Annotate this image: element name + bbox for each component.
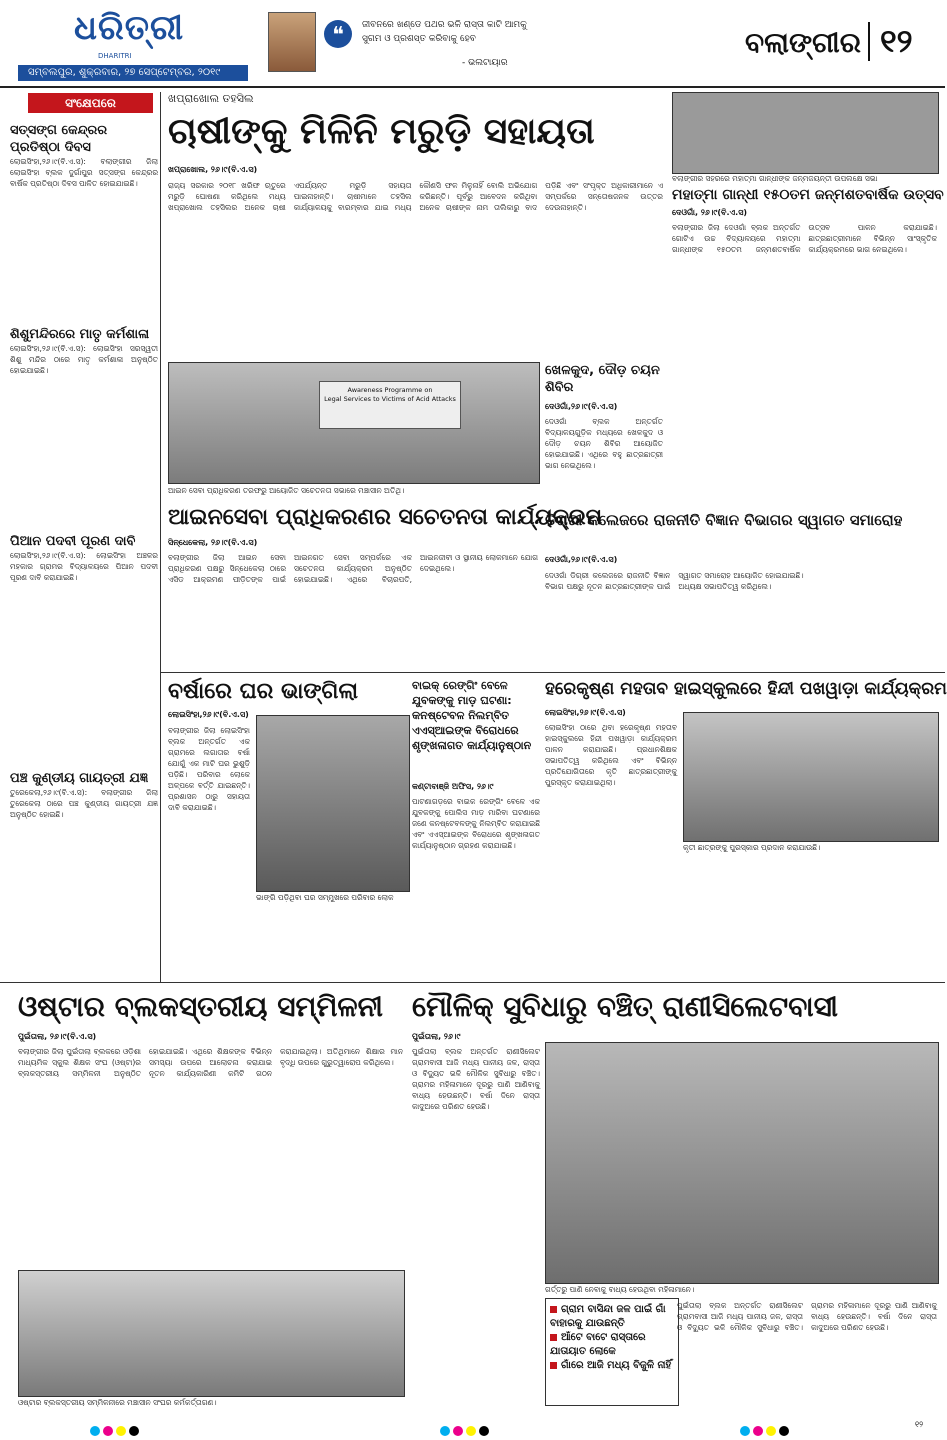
gandhi-photo-caption: ବଲାଙ୍ଗୀର ସହରରେ ମହାତ୍ମା ଗାନ୍ଧୀଙ୍କ ଜନ୍ମଜୟନ୍ତୀ ଉପଲକ୍ଷେ ସଭା [672, 174, 878, 183]
bike-dateline: କଣ୍ଟାବାଞ୍ଜି ଅଫିସ, ୨୬।୯ [412, 782, 494, 791]
legal-photo-caption: ଆଇନ ସେବା ପ୍ରାଧିକରଣ ତରଫରୁ ଆୟୋଜିତ ସଚେତନତା ସଭାରେ ମଞ୍ଚାସୀନ ଅତିଥି। [168, 486, 405, 495]
logo: ଧରିତ୍ରୀ [74, 8, 185, 48]
block-meet-body: ବଲାଙ୍ଗୀର ଜିଲା ପୁଇଁତାଲା ବ୍ଲକରେ ଓଡ଼ିଶା ମାଧ୍ୟମିକ ସ୍କୁଲ ଶିକ୍ଷକ ସଂଘ (ଓଷ୍ଟା)ର ବ୍ଲକସ୍ତରୀୟ ସମ୍ମିଳନୀ ଅନୁଷ୍ଠିତ ହୋଇଯାଇଛି। ଏଥିରେ ଶିକ୍ଷକଙ୍କ ବିଭିନ୍ନ ସମସ୍ୟା ଉପରେ ଆଲୋଚନା କରାଯାଇ ନୂତନ କାର୍ଯ୍ୟକାରିଣୀ କମିଟି ଗଠନ କରାଯାଇଥିଲା। ଅତିଥିମାନେ ଶିକ୍ଷାର ମାନ ବୃଦ୍ଧି ଉପରେ ଗୁରୁତ୍ୱାରୋପ କରିଥିଲେ। [18, 1047, 403, 1078]
black-mark [779, 1426, 789, 1436]
bike-body: ପାଟଣାଗଡ଼ରେ ବାଇକ ରେଙ୍ଗିଂ ବେଳେ ଏକ ଯୁବକଙ୍କୁ ପୋଲିସ ମାଡ଼ ମାରିବା ଘଟଣାରେ ଜଣେ କନଷ୍ଟେବଳଙ୍କୁ ନିଲମ୍ବିତ କରାଯାଇଛି ଏବଂ ଏଏସ୍‌ଆଇଙ୍କ ବିରୋଧରେ ଶୃଙ୍ଖଳାଗତ କାର୍ଯ୍ୟାନୁଷ୍ଠାନ ଗ୍ରହଣ କରାଯାଇଛି। [412, 797, 540, 850]
quote-line-1: ଜୀବନରେ ଖଣ୍ଡେ ପଥର ଭଳି ରାସ୍ତା କାଟି ଆମକୁ [362, 20, 527, 30]
black-mark [479, 1426, 489, 1436]
quote-text [362, 18, 582, 46]
hindi-dateline: ଲୋଇସିଂହା,୨୬।୯(ବି.ଏ.ସ) [545, 708, 626, 717]
author-portrait [268, 12, 316, 72]
bullet-icon [550, 1362, 557, 1369]
yellow-mark [766, 1426, 776, 1436]
college-body: ଦେଓଗାଁ ଡିଗ୍ରୀ କଲେଜରେ ରାଜନୀତି ବିଜ୍ଞାନ ବିଭାଗ ପକ୍ଷରୁ ନୂତନ ଛାତ୍ରଛାତ୍ରୀଙ୍କ ପାଇଁ ସ୍ୱାଗତ ସମାରୋହ ଆୟୋଜିତ ହୋଇଯାଇଛି। ଅଧ୍ୟକ୍ଷ ସଭାପତିତ୍ୱ କରିଥିଲେ। [545, 571, 804, 591]
gandhi-dateline: ଦେଓଗାଁ, ୨୬।୯(ବି.ଏ.ସ) [672, 208, 748, 217]
hindi-event-photo [683, 712, 939, 842]
water-body: ପୁଇଁତାଲା ବ୍ଲକ ଅନ୍ତର୍ଗତ ରାଣୀସିଲେଟ ଗ୍ରାମବାସୀ ଆଜି ମଧ୍ୟ ପାନୀୟ ଜଳ, ରାସ୍ତା ଓ ବିଦ୍ୟୁତ ଭଳି ମୌଳିକ ସୁବିଧାରୁ ବଞ୍ଚିତ। ଗ୍ରାମର ମହିଳାମାନେ ଦୂରରୁ ପାଣି ଆଣିବାକୁ ବାଧ୍ୟ ହେଉଛନ୍ତି। ବର୍ଷା ଦିନେ ରାସ୍ତା କାଦୁଅରେ ପରିଣତ ହେଉଛି। [412, 1047, 540, 1111]
dateline: ସମ୍ବଲପୁର, ଶୁକ୍ରବାର, ୨୭ ସେପ୍ଟେମ୍ବର, ୨୦୧୯ [18, 65, 248, 81]
gandhi-headline: ମହାତ୍ମା ଗାନ୍ଧୀ ୧୫୦ତମ ଜନ୍ମଶତବାର୍ଷିକ ଉତ୍ସବ [672, 187, 944, 203]
magenta-mark [453, 1426, 463, 1436]
magenta-mark [753, 1426, 763, 1436]
gandhi-body: ବଲାଙ୍ଗୀର ଜିଲା ଦେଓଗାଁ ବ୍ଲକ ଅନ୍ତର୍ଗତ ଗୋଟିଏ ଉଚ୍ଚ ବିଦ୍ୟାଳୟରେ ମହାତ୍ମା ଗାନ୍ଧୀଙ୍କ ୧୫୦ତମ ଜନ୍ମଶତବାର୍ଷିକ ଉତ୍ସବ ପାଳନ କରାଯାଇଛି। ଛାତ୍ରଛାତ୍ରୀମାନେ ବିଭିନ୍ନ ସାଂସ୍କୃତିକ କାର୍ଯ୍ୟକ୍ରମରେ ଭାଗ ନେଇଥିଲେ। [672, 223, 937, 254]
legal-banner-line-2: Legal Services to Victims of Acid Attacks [324, 395, 456, 403]
quote-author: - ଭଲଟାୟାର [462, 58, 508, 68]
registration-marks-right [740, 1421, 792, 1440]
hindi-photo-caption: କୃତୀ ଛାତ୍ରଙ୍କୁ ପୁରସ୍କାର ପ୍ରଦାନ କରାଯାଉଛି। [683, 843, 821, 852]
legal-banner-line-1: Awareness Programme on [347, 386, 433, 394]
water-box-text-1: ଗ୍ରାମ ବାସିନ୍ଦା ଜଳ ପାଇଁ ଗାଁ ବାହାରକୁ ଯାଉଛନ୍ତି [550, 1304, 666, 1329]
column-divider [160, 92, 161, 982]
registration-marks-center [440, 1421, 492, 1440]
row-divider-lower [0, 982, 945, 983]
brief-3-headline: ପିଆନ ପଦବୀ ପୂରଣ ଦାବି [10, 534, 136, 549]
brief-4-headline: ପଞ୍ଚ କୁଣ୍ଡୀୟ ଗାୟତ୍ରୀ ଯଜ୍ଞ [10, 771, 149, 786]
rain-photo-caption: ଭାଙ୍ଗି ପଡ଼ିଥିବା ଘର ସମ୍ମୁଖରେ ପରିବାର ଲୋକ [256, 893, 394, 902]
sports-headline: ଖେଳକୁଦ, ଦୌଡ଼ ଚୟନ ଶିବିର [545, 363, 660, 395]
block-meet-headline: ଓଷ୍ଟାର ବ୍ଲକସ୍ତରୀୟ ସମ୍ମିଳନୀ [18, 990, 384, 1023]
water-box-text-2: ଆଁଟେ ବାଟେ ରାସ୍ତାରେ ଯାତାୟାତ ଲୋକେ [550, 1332, 646, 1357]
legal-body: ବଲାଙ୍ଗୀର ଜିଲା ଆଇନ ସେବା ପ୍ରାଧିକରଣ ପକ୍ଷରୁ ସିନ୍ଧେକେଲା ଠାରେ ଏସିଡ ଆକ୍ରମଣ ପୀଡ଼ିତଙ୍କ ପାଇଁ ଆଇନଗତ ସେବା ସମ୍ପର୍କରେ ଏକ ସଚେତନତା କାର୍ଯ୍ୟକ୍ରମ ଅନୁଷ୍ଠିତ ହୋଇଯାଇଛି। ଏଥିରେ ବିଚାରପତି, ଆଇନଜୀବୀ ଓ ସ୍ଥାନୀୟ ଲୋକମାନେ ଯୋଗ ଦେଇଥିଲେ। [168, 553, 538, 584]
water-dateline: ପୁଇଁତାଲା, ୨୬।୯ [412, 1032, 461, 1041]
briefs-label: ସଂକ୍ଷେପରେ [28, 93, 153, 113]
block-meet-dateline: ପୁଇଁତାଲା, ୨୬।୯(ବି.ଏ.ସ) [18, 1032, 97, 1041]
brief-2-headline: ଶିଶୁମନ୍ଦିରରେ ମାତୃ କର୍ମଶାଳା [10, 327, 150, 342]
rain-body: ବଲାଙ୍ଗୀର ଜିଲା ଲୋଇସିଂହା ବ୍ଲକ ଅନ୍ତର୍ଗତ ଏକ ଗ୍ରାମରେ ଲଗାତାର ବର୍ଷା ଯୋଗୁଁ ଏକ ମାଟି ଘର ଭୁଶୁଡ଼ି ପଡ଼ିଛି। ପରିବାର ଲୋକେ ଅଳ୍ପକେ ବର୍ତ୍ତି ଯାଇଛନ୍ତି। ପ୍ରଶାସନ ଠାରୁ ସହାୟତା ଦାବି କରାଯାଇଛି। [168, 726, 250, 812]
rain-headline: ବର୍ଷାରେ ଘର ଭାଙ୍ଗିଲା [168, 679, 358, 704]
brief-3-body: ଲୋଇସିଂହା,୨୬।୯(ବି.ଏ.ସ): ଲୋଇସିଂହା ଅଞ୍ଚଳର ମହକାର ଗ୍ରାମର ବିଦ୍ୟାଳୟରେ ପିଆନ ପଦବୀ ପୂରଣ ଦାବି କରାଯାଇଛି। [10, 551, 158, 582]
lead-headline: ଚାଷୀଙ୍କୁ ମିଳିନି ମରୁଡ଼ି ସହାୟତା [168, 111, 595, 152]
legal-event-photo [168, 362, 540, 484]
water-photo [545, 1042, 939, 1284]
water-headline: ମୌଳିକ୍‌ ସୁବିଧାରୁ ବଞ୍ଚିତ୍‌ ରାଣୀସିଲେଟବାସୀ [412, 990, 839, 1023]
sports-dateline: ଦେଓଗାଁ,୨୬।୯(ବି.ଏ.ସ) [545, 402, 618, 411]
cyan-mark [740, 1426, 750, 1436]
block-meet-caption: ଓଷ୍ଟାର ବ୍ଲକସ୍ତରୀୟ ସମ୍ମିଳନୀରେ ମଞ୍ଚାସୀନ ସଂଘର କର୍ମକର୍ତ୍ତାଗଣ। [18, 1398, 217, 1407]
water-info-box [545, 1298, 679, 1406]
water-body-cont: ପୁଇଁତାଲା ବ୍ଲକ ଅନ୍ତର୍ଗତ ରାଣୀସିଲେଟ ଗ୍ରାମବାସୀ ଆଜି ମଧ୍ୟ ପାନୀୟ ଜଳ, ରାସ୍ତା ଓ ବିଦ୍ୟୁତ ଭଳି ମୌଳିକ ସୁବିଧାରୁ ବଞ୍ଚିତ। ଗ୍ରାମର ମହିଳାମାନେ ଦୂରରୁ ପାଣି ଆଣିବାକୁ ବାଧ୍ୟ ହେଉଛନ୍ତି। ବର୍ଷା ଦିନେ ରାସ୍ତା କାଦୁଅରେ ପରିଣତ ହେଉଛି। [677, 1301, 937, 1332]
bullet-icon [550, 1334, 557, 1341]
rain-dateline: ଲୋଇସିଂହା,୨୬।୯(ବି.ଏ.ସ) [168, 710, 249, 719]
water-box-item-2 [550, 1331, 674, 1359]
lead-body: ରାଜ୍ୟ ସରକାର ୨୦୧୮ ଖରିଫ ଋତୁରେ ମରୁଡ଼ି ଘୋଷଣା କରିଥିଲେ ମଧ୍ୟ ଖପ୍ରାଖୋଲ ତହସିଲର ଅନେକ ଚାଷୀ ଏପର୍ଯ୍ୟନ୍ତ ମରୁଡ଼ି ସହାୟତା ପାଇନାହାନ୍ତି। ଚାଷୀମାନେ ତହସିଲ କାର୍ଯ୍ୟାଳୟକୁ ବାରମ୍ବାର ଯାଇ ମଧ୍ୟ କୌଣସି ଫଳ ମିଳୁନାହିଁ ବୋଲି ଅଭିଯୋଗ କରିଛନ୍ତି। ପୂର୍ବରୁ ଆବେଦନ କରିଥିବା ଅନେକ ଚାଷୀଙ୍କ ନାମ ତାଲିକାରୁ ବାଦ ପଡ଼ିଛି ଏବଂ ସଂପୃକ୍ତ ଅଧିକାରୀମାନେ ଏ ସମ୍ପର୍କରେ ସନ୍ତୋଷଜନକ ଉତ୍ତର ଦେଉନାହାନ୍ତି। [168, 181, 663, 212]
yellow-mark [466, 1426, 476, 1436]
hindi-headline: ହରେକୃଷ୍ଣ ମହତାବ ହାଇସ୍କୁଲରେ ହିନ୍ଦୀ ପଖୱାଡ଼ା କାର୍ଯ୍ୟକ୍ରମ [545, 679, 947, 699]
gandhi-event-photo [672, 92, 939, 174]
brief-2-body: ଲୋଇସିଂହା,୨୬।୯(ବି.ଏ.ସ): ଲୋଇସିଂହା ସରସ୍ୱତୀ ଶିଶୁ ମନ୍ଦିର ଠାରେ ମାତୃ କର୍ମଶାଳା ଅନୁଷ୍ଠିତ ହୋଇଯାଇଛି। [10, 344, 158, 375]
row-divider [160, 672, 945, 673]
lead-kicker: ଖପ୍ରାଖୋଲ ତହସିଲ [168, 92, 254, 105]
quote-line-2: ସୁଗମ ଓ ପ୍ରଶସ୍ତ କରିବାକୁ ହେବ [362, 34, 476, 44]
cyan-mark [440, 1426, 450, 1436]
logo-subtitle: DHARITRI [98, 52, 132, 60]
bike-headline: ବାଇକ୍‌ ରେଙ୍ଗିଂ ବେଳେ ଯୁବକଙ୍କୁ ମାଡ଼ ଘଟଣା: କନଷ୍ଟେବଳ ନିଲମ୍ବିତ ଏଏସ୍‌ଆଇଙ୍କ ବିରୋଧରେ ଶୃଙ୍ଖଳାଗତ କାର୍ଯ୍ୟାନୁଷ୍ଠାନ [412, 679, 532, 752]
yellow-mark [116, 1426, 126, 1436]
brief-4-body: ତୁରେକେଲା,୨୬।୯(ବି.ଏ.ସ): ବଲାଙ୍ଗୀର ଜିଲା ତୁରେକେଲା ଠାରେ ପଞ୍ଚ କୁଣ୍ଡୀୟ ଗାୟତ୍ରୀ ଯଜ୍ଞ ଅନୁଷ୍ଠିତ ହୋଇଛି। [10, 788, 158, 819]
legal-banner [319, 381, 461, 429]
sports-body: ଦେଓଗାଁ ବ୍ଲକ ଅନ୍ତର୍ଗତ ବିଦ୍ୟାଳୟଗୁଡ଼ିକ ମଧ୍ୟରେ ଖେଳକୁଦ ଓ ଦୌଡ଼ ଚୟନ ଶିବିର ଆୟୋଜିତ ହୋଇଯାଇଛି। ଏଥିରେ ବହୁ ଛାତ୍ରଛାତ୍ରୀ ଭାଗ ନେଇଥିଲେ। [545, 417, 663, 470]
masthead [0, 0, 945, 88]
cyan-mark [90, 1426, 100, 1436]
quote-icon: ❝ [324, 20, 352, 48]
page-number: ୧୨ [868, 22, 913, 61]
brief-1-body: ଲୋଇସିଂହା,୨୬।୯(ବି.ଏ.ସ): ବଲାଙ୍ଗୀର ଜିଲା ଲୋଇସିଂହା ବ୍ଲକ ଦୁର୍ଗାପୁର ସତ୍‌ସଙ୍ଗ କେନ୍ଦ୍ରର ବାର୍ଷିକ ପ୍ରତିଷ୍ଠା ଦିବସ ପାଳିତ ହୋଇଯାଇଛି। [10, 157, 158, 188]
briefs-column [10, 118, 158, 978]
magenta-mark [103, 1426, 113, 1436]
brief-1-headline: ସତ୍‌ସଙ୍ଗ କେନ୍ଦ୍ରର ପ୍ରତିଷ୍ଠା ଦିବସ [10, 123, 108, 155]
collapsed-house-photo [256, 715, 410, 892]
college-headline: ଡିଗ୍ରୀ କଲେଜରେ ରାଜନୀତି ବିଜ୍ଞାନ ବିଭାଗର ସ୍ୱାଗତ ସମାରୋହ [545, 511, 903, 529]
black-mark [129, 1426, 139, 1436]
legal-headline: ଆଇନସେବା ପ୍ରାଧିକରଣର ସଚେତନତା କାର୍ଯ୍ୟକ୍ରମ [168, 505, 603, 530]
water-box-item-3 [550, 1359, 674, 1373]
section-name: ବଲାଙ୍ଗୀର [745, 26, 861, 59]
legal-dateline: ସିନ୍ଧେକେଲା, ୨୬।୯(ବି.ଏ.ସ) [168, 538, 258, 547]
college-dateline: ଦେଓଗାଁ,୨୬।୯(ବି.ଏ.ସ) [545, 555, 618, 564]
bullet-icon [550, 1306, 557, 1313]
block-meet-photo [18, 1270, 405, 1397]
hindi-body: ଲୋଇସିଂହା ଠାରେ ଥିବା ହରେକୃଷ୍ଣ ମହତାବ ହାଇସ୍କୁଲରେ ହିନ୍ଦୀ ପଖୱାଡ଼ା କାର୍ଯ୍ୟକ୍ରମ ପାଳନ କରାଯାଇଛି। ପ୍ରଧାନଶିକ୍ଷକ ସଭାପତିତ୍ୱ କରିଥିଲେ ଏବଂ ବିଭିନ୍ନ ପ୍ରତିଯୋଗିତାରେ କୃତି ଛାତ୍ରଛାତ୍ରୀଙ୍କୁ ପୁରସ୍କୃତ କରାଯାଇଥିଲା। [545, 723, 677, 787]
water-photo-caption: ଗର୍ତ୍ତରୁ ପାଣି ନେବାକୁ ବାଧ୍ୟ ହେଉଥିବା ମହିଳାମାନେ। [545, 1285, 695, 1294]
footer-registration [0, 1418, 945, 1437]
lead-dateline: ଖପ୍ରାଖୋଲ, ୨୬।୯(ବି.ଏ.ସ) [168, 165, 258, 174]
water-box-text-3: ଗାଁରେ ଆଜି ମଧ୍ୟ ବିଜୁଳି ନାହିଁ [561, 1360, 672, 1371]
footer-page-ref: ୧୨ [915, 1420, 924, 1429]
registration-marks-left [90, 1421, 142, 1440]
water-box-item-1 [550, 1303, 674, 1331]
